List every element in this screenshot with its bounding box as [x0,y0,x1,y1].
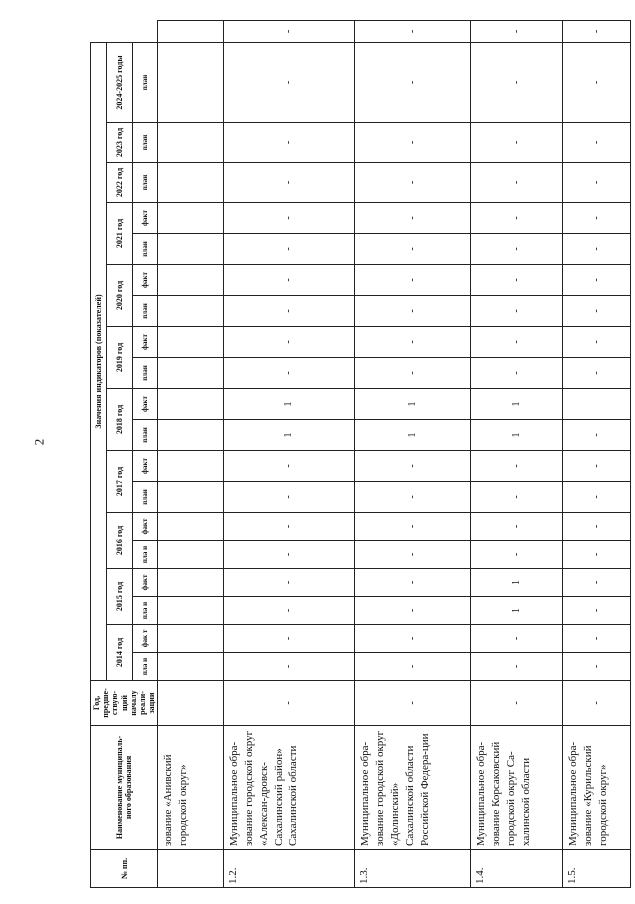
header-name: Наименование муниципаль-ного образования [91,726,158,850]
header-year-9: 2023 год [107,123,133,163]
indicator-value: - [355,513,471,541]
indicator-value: - [355,203,471,234]
indicator-value: - [470,482,562,513]
header-num: № пп. [91,850,158,888]
header-sub-0-0: пла н [132,653,158,681]
indicator-value [158,653,224,681]
indicator-value: - [224,327,355,358]
indicator-value: - [355,296,471,327]
indicator-value: - [224,21,355,43]
indicator-value: - [562,43,630,123]
header-sub-5-1: факт [132,327,158,358]
page-number: 2 [31,438,47,446]
indicator-value: - [470,327,562,358]
indicator-value: - [562,21,630,43]
header-indicators: Значения индикаторов (показателей) [91,43,107,681]
indicator-value: - [470,163,562,203]
indicator-value [158,541,224,569]
indicator-value: - [470,265,562,296]
header-year-prior: Год, предше-ствую-щий началу реали-зации [91,681,158,726]
indicator-value: - [562,625,630,653]
indicator-value [158,163,224,203]
indicator-value: - [562,569,630,597]
header-sub-4-1: факт [132,389,158,420]
indicator-value: - [355,21,471,43]
table-row [562,21,630,888]
indicator-value: - [562,234,630,265]
header-year-3: 2017 год [107,451,133,513]
indicator-value [158,21,224,43]
header-sub-1-0: пла н [132,597,158,625]
header-sub-4-0: план [132,420,158,451]
header-year-8: 2022 год [107,163,133,203]
indicator-value: - [224,541,355,569]
municipality-name: Муниципальное обра-зование городской округ «Алексан-дровск-Сахалинский район» Сахалинской области [224,726,355,850]
header-year-10: 2024-2025 годы [107,43,133,123]
indicator-value [158,513,224,541]
row-number: 1.5. [562,850,630,888]
indicator-value: - [470,43,562,123]
header-year-7: 2021 год [107,203,133,265]
header-sub-1-1: факт [132,569,158,597]
year-prior-value [158,681,224,726]
row-number: 1.2. [224,850,355,888]
table-header [91,21,158,888]
indicator-value [158,420,224,451]
indicator-value: 1 [470,389,562,420]
header-year-4: 2018 год [107,389,133,451]
year-prior-value: - [355,681,471,726]
indicator-value: - [224,653,355,681]
indicator-value: - [470,123,562,163]
indicator-value: - [562,597,630,625]
year-prior-value: - [562,681,630,726]
indicator-value: - [355,541,471,569]
indicator-value [158,265,224,296]
row-number: 1.3. [355,850,471,888]
header-sub-2-0: пла н [132,541,158,569]
indicator-value: 1 [470,569,562,597]
indicator-value [158,451,224,482]
indicator-value: - [224,451,355,482]
indicator-value: - [562,265,630,296]
table-row [158,21,224,888]
indicator-value: - [470,358,562,389]
indicator-value: - [224,43,355,123]
indicator-value: - [224,265,355,296]
indicator-value: - [355,327,471,358]
header-sub-3-0: план [132,482,158,513]
indicator-value: - [224,569,355,597]
row-number [158,850,224,888]
header-year-6: 2020 год [107,265,133,327]
indicator-value: - [470,653,562,681]
indicator-value: - [224,513,355,541]
table-body [158,21,631,888]
indicator-value: - [224,625,355,653]
indicator-value [158,597,224,625]
indicator-value: - [224,296,355,327]
header-year-1: 2015 год [107,569,133,625]
indicator-value [158,234,224,265]
indicator-value: - [470,203,562,234]
indicator-value [158,482,224,513]
indicator-value: - [355,265,471,296]
indicator-value: - [562,420,630,451]
indicator-value: 1 [470,597,562,625]
indicator-value: 1 [224,389,355,420]
year-prior-value: - [470,681,562,726]
table-row [470,21,562,888]
indicator-value: - [224,234,355,265]
indicator-value: - [355,451,471,482]
municipality-name: Муниципальное обра-зование Корсаковский городской округ Са-халинской области [470,726,562,850]
indicator-value: - [470,541,562,569]
indicator-value: 1 [470,420,562,451]
indicator-value [158,43,224,123]
municipality-name: Муниципальное обра-зование городской округ «Долинский» Сахалинской области Российской Федера-ции [355,726,471,850]
indicator-value: - [470,296,562,327]
header-sub-9-0: план [132,123,158,163]
indicator-value: - [224,203,355,234]
indicator-value [158,296,224,327]
indicator-value: - [470,513,562,541]
indicator-value: 1 [355,420,471,451]
indicator-value: - [562,653,630,681]
header-sub-5-0: план [132,358,158,389]
indicator-value: - [562,451,630,482]
indicator-value: - [562,327,630,358]
indicator-value: - [562,123,630,163]
indicator-value [158,123,224,163]
indicator-value: 1 [355,389,471,420]
indicator-value: - [224,163,355,203]
indicator-value: - [562,203,630,234]
indicator-value [158,569,224,597]
indicator-value [158,327,224,358]
header-sub-7-1: факт [132,203,158,234]
header-sub-6-0: план [132,296,158,327]
table-row [355,21,471,888]
row-number: 1.4. [470,850,562,888]
indicator-value: - [562,513,630,541]
header-sub-6-1: факт [132,265,158,296]
indicator-value: - [470,21,562,43]
header-sub-7-0: план [132,234,158,265]
header-year-0: 2014 год [107,625,133,681]
indicator-value: - [355,482,471,513]
indicator-value [562,389,630,420]
indicator-value: - [562,482,630,513]
indicator-value: - [224,358,355,389]
header-year-5: 2019 год [107,327,133,389]
indicator-value: - [355,163,471,203]
indicator-value: - [355,123,471,163]
indicator-value: - [562,541,630,569]
indicator-value: - [470,625,562,653]
indicator-value: - [355,625,471,653]
indicator-value: - [562,296,630,327]
indicator-value [158,358,224,389]
indicator-value: 1 [224,420,355,451]
indicator-value: - [224,482,355,513]
indicator-value: - [355,597,471,625]
indicator-value: - [470,451,562,482]
table-row [224,21,355,888]
municipality-name: Муниципальное обра-зование «Курильский городской округ» [562,726,630,850]
municipality-name: зование «Анивский городской округ» [158,726,224,850]
indicator-value: - [562,163,630,203]
indicator-value: - [355,43,471,123]
indicator-value: - [355,234,471,265]
header-sub-0-1: фак т [132,625,158,653]
indicator-value: - [355,653,471,681]
indicator-value: - [562,358,630,389]
indicator-value [158,203,224,234]
header-sub-3-1: факт [132,451,158,482]
indicator-value: - [355,358,471,389]
indicator-value: - [224,597,355,625]
header-sub-10-0: план [132,43,158,123]
rotated-table-container [90,20,622,888]
indicator-value [158,625,224,653]
header-sub-2-1: факт [132,513,158,541]
header-sub-8-0: план [132,163,158,203]
indicator-value [158,389,224,420]
indicators-table [90,20,631,888]
indicator-value: - [224,123,355,163]
indicator-value: - [355,569,471,597]
indicator-value: - [470,234,562,265]
year-prior-value: - [224,681,355,726]
header-year-2: 2016 год [107,513,133,569]
